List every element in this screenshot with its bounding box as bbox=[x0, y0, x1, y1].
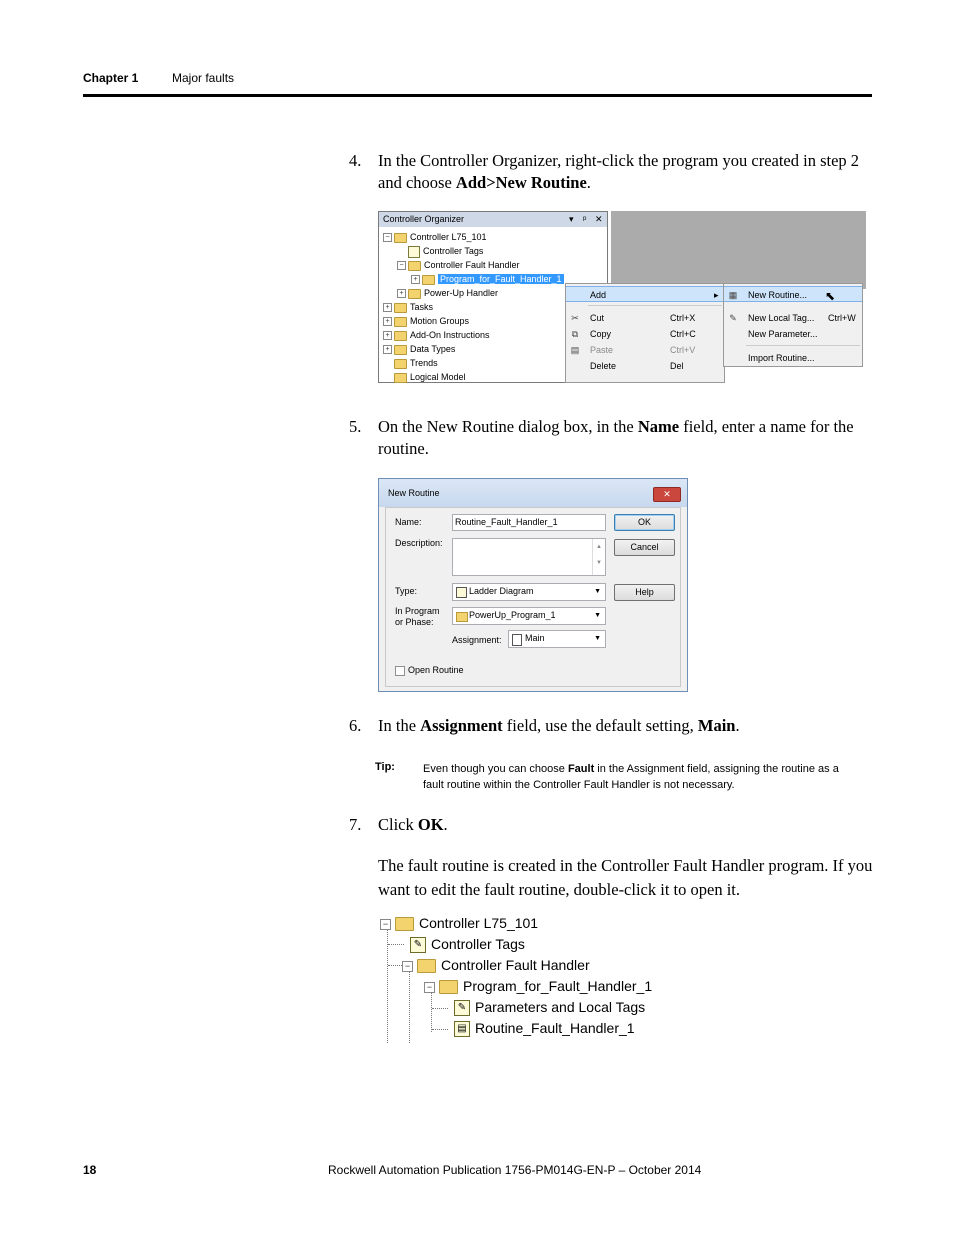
menu-separator bbox=[746, 345, 860, 346]
tree-item-label: Controller Fault Handler bbox=[424, 260, 520, 270]
tree-item-label: Controller Tags bbox=[431, 936, 525, 952]
tree-item[interactable] bbox=[380, 913, 538, 934]
tree-item-label: Power-Up Handler bbox=[424, 288, 499, 298]
menu-item-cut[interactable] bbox=[566, 310, 724, 326]
type-label: Type: bbox=[395, 586, 418, 596]
collapse-icon[interactable]: − bbox=[424, 982, 435, 993]
organizer-title: Controller Organizer bbox=[383, 214, 465, 224]
tag-icon bbox=[408, 246, 420, 258]
tree-item-label: Motion Groups bbox=[410, 316, 470, 326]
menu-item-shortcut: Del bbox=[670, 361, 684, 371]
tree-item[interactable] bbox=[397, 244, 483, 258]
step-5-number: 5. bbox=[349, 417, 362, 436]
menu-item-shortcut: Ctrl+X bbox=[670, 313, 696, 323]
tree-item-label: Routine_Fault_Handler_1 bbox=[475, 1020, 635, 1036]
program-label: In Program or Phase: bbox=[395, 606, 440, 627]
expand-icon[interactable]: + bbox=[383, 303, 392, 312]
routine-icon: ▤ bbox=[454, 1021, 470, 1037]
tree-item-label: Program_for_Fault_Handler_1 bbox=[463, 978, 653, 994]
submenu-arrow-icon: ▸ bbox=[714, 290, 719, 300]
dialog-close-button[interactable]: ✕ bbox=[653, 487, 681, 502]
menu-separator bbox=[588, 305, 722, 306]
result-tree-screenshot bbox=[380, 913, 680, 1043]
step-5-text: On the New Routine dialog box, in the Name field, enter a name for the routine. bbox=[378, 417, 854, 458]
expand-icon[interactable]: + bbox=[411, 275, 420, 284]
tree-item-label: Controller Fault Handler bbox=[441, 957, 590, 973]
tree-item[interactable] bbox=[424, 976, 652, 997]
chevron-down-icon: ▼ bbox=[594, 588, 601, 595]
tree-item[interactable] bbox=[446, 1018, 635, 1039]
expand-icon[interactable]: + bbox=[383, 317, 392, 326]
routine-icon bbox=[512, 634, 522, 646]
menu-item-label: Cut bbox=[590, 313, 605, 323]
tag-icon: ✎ bbox=[410, 937, 426, 953]
tree-item[interactable] bbox=[383, 342, 455, 356]
tree-item-label: Logical Model bbox=[410, 372, 466, 382]
submenu-item-label: Import Routine... bbox=[748, 353, 815, 363]
folder-icon bbox=[394, 359, 407, 369]
menu-item-label: Copy bbox=[590, 329, 612, 339]
program-icon bbox=[422, 275, 435, 285]
folder-icon bbox=[417, 959, 436, 973]
menu-item-paste[interactable] bbox=[566, 342, 724, 358]
tree-item[interactable] bbox=[402, 955, 590, 976]
tree-guide-line bbox=[431, 992, 432, 1032]
tree-item-label: Tasks bbox=[410, 302, 434, 312]
pin-icon[interactable]: ᵖ bbox=[583, 214, 587, 224]
menu-item-delete[interactable] bbox=[566, 358, 724, 374]
submenu-item-shortcut: Ctrl+W bbox=[828, 313, 856, 323]
tree-item-label: Controller L75_101 bbox=[410, 232, 487, 242]
chapter-label: Chapter 1 bbox=[83, 71, 139, 85]
workspace-background bbox=[611, 211, 866, 289]
tree-item-label: Parameters and Local Tags bbox=[475, 999, 646, 1015]
mouse-cursor-icon: ⬉ bbox=[825, 289, 836, 303]
type-value: Ladder Diagram bbox=[469, 586, 534, 596]
folder-icon bbox=[394, 233, 407, 243]
tree-item[interactable] bbox=[397, 258, 520, 272]
step-6-text: In the Assignment field, use the default setting, Main. bbox=[378, 716, 740, 735]
cut-icon: ✂ bbox=[571, 313, 579, 323]
menu-item-add[interactable] bbox=[566, 286, 724, 302]
chevron-down-icon: ▼ bbox=[594, 612, 601, 619]
dialog-title-bar bbox=[379, 479, 687, 507]
expand-icon[interactable]: + bbox=[383, 345, 392, 354]
step-6-number: 6. bbox=[349, 716, 362, 735]
open-routine-label: Open Routine bbox=[408, 665, 464, 675]
step-4-number: 4. bbox=[349, 151, 362, 170]
tree-item-label: Controller Tags bbox=[423, 246, 484, 256]
tree-item[interactable] bbox=[383, 356, 438, 370]
menu-item-label: Add bbox=[590, 290, 607, 300]
submenu-item[interactable] bbox=[724, 350, 862, 366]
description-label: Description: bbox=[395, 538, 443, 548]
assignment-select[interactable] bbox=[508, 630, 606, 648]
tree-item[interactable] bbox=[411, 272, 564, 286]
tree-item-label: Program_for_Fault_Handler_1 bbox=[440, 274, 562, 284]
submenu-item[interactable] bbox=[724, 326, 862, 342]
tree-item[interactable] bbox=[383, 300, 433, 314]
paste-icon: ▤ bbox=[570, 345, 580, 355]
tree-guide-line bbox=[409, 971, 410, 1043]
chevron-down-icon: ▼ bbox=[594, 635, 601, 642]
menu-item-copy[interactable] bbox=[566, 326, 724, 342]
expand-icon[interactable]: + bbox=[383, 331, 392, 340]
new-routine-icon: ▦ bbox=[728, 290, 738, 300]
collapse-icon[interactable]: − bbox=[402, 961, 413, 972]
expand-icon[interactable]: + bbox=[397, 289, 406, 298]
program-icon bbox=[439, 980, 458, 994]
tree-item[interactable] bbox=[383, 314, 469, 328]
folder-icon bbox=[395, 917, 414, 931]
tree-guide-line bbox=[387, 929, 388, 1043]
dialog-body bbox=[385, 507, 681, 687]
collapse-icon[interactable]: − bbox=[397, 261, 406, 270]
folder-icon bbox=[408, 289, 421, 299]
tree-item[interactable] bbox=[446, 997, 645, 1018]
folder-icon bbox=[394, 331, 407, 341]
step-4-text: In the Controller Organizer, right-click the program you created in step 2 and choose Add>New Routine. bbox=[378, 151, 860, 192]
folder-icon bbox=[394, 345, 407, 355]
new-tag-icon: ✎ bbox=[729, 313, 737, 323]
menu-item-shortcut: Ctrl+V bbox=[670, 345, 696, 355]
description-scrollbar[interactable]: ▲ ▼ bbox=[592, 539, 605, 575]
type-select[interactable] bbox=[452, 583, 606, 601]
collapse-icon[interactable]: − bbox=[380, 919, 391, 930]
tree-item[interactable] bbox=[402, 934, 525, 955]
step-7-text: Click OK. bbox=[378, 815, 448, 834]
organizer-title-bar bbox=[379, 212, 607, 227]
program-value: PowerUp_Program_1 bbox=[469, 610, 556, 620]
header-rule bbox=[83, 94, 872, 97]
copy-icon: ⧉ bbox=[571, 329, 579, 339]
program-select[interactable] bbox=[452, 607, 606, 625]
ok-button[interactable]: OK bbox=[614, 514, 675, 531]
step-7-number: 7. bbox=[349, 815, 362, 834]
section-title: Major faults bbox=[172, 71, 235, 85]
tip-text: Even though you can choose Fault in the Assignment field, assigning the routine as a fault routine within the Controller Fault Handler is not necessary. bbox=[423, 763, 839, 791]
program-icon bbox=[456, 612, 468, 622]
tree-item-label: Data Types bbox=[410, 344, 456, 354]
menu-item-shortcut: Ctrl+C bbox=[670, 329, 696, 339]
ladder-icon bbox=[456, 587, 467, 598]
submenu-item-label: New Parameter... bbox=[748, 329, 818, 339]
tree-item-label: Add-On Instructions bbox=[410, 330, 490, 340]
tree-item[interactable] bbox=[383, 370, 466, 383]
submenu-item-label: New Local Tag... bbox=[748, 313, 815, 323]
folder-icon bbox=[394, 303, 407, 313]
add-submenu bbox=[723, 283, 863, 367]
open-routine-checkbox[interactable] bbox=[395, 666, 405, 676]
collapse-icon[interactable]: − bbox=[383, 233, 392, 242]
cancel-button[interactable]: Cancel bbox=[614, 539, 675, 556]
tree-item[interactable] bbox=[397, 286, 498, 300]
tree-item-label: Controller L75_101 bbox=[419, 915, 539, 931]
folder-icon bbox=[408, 261, 421, 271]
description-field[interactable] bbox=[452, 538, 606, 576]
assignment-label: Assignment: bbox=[452, 635, 502, 645]
dropdown-icon[interactable]: ▾ bbox=[569, 214, 574, 224]
tree-item[interactable] bbox=[383, 230, 487, 244]
publication-info: Rockwell Automation Publication 1756-PM014G-EN-P – October 2014 bbox=[328, 1163, 702, 1177]
tree-item[interactable] bbox=[383, 328, 490, 342]
new-routine-dialog bbox=[378, 478, 688, 692]
assignment-value: Main bbox=[525, 633, 545, 643]
tree-item-label: Trends bbox=[410, 358, 438, 368]
controller-organizer-screenshot bbox=[378, 211, 866, 383]
submenu-item[interactable] bbox=[724, 286, 862, 302]
dialog-title: New Routine bbox=[388, 488, 440, 498]
page-number: 18 bbox=[83, 1163, 97, 1177]
folder-icon bbox=[394, 373, 407, 383]
help-button[interactable]: Help bbox=[614, 584, 675, 601]
tag-icon: ✎ bbox=[454, 1000, 470, 1016]
name-field[interactable]: Routine_Fault_Handler_1 bbox=[452, 514, 606, 531]
close-icon[interactable]: ✕ bbox=[595, 214, 603, 224]
menu-item-label: Delete bbox=[590, 361, 617, 371]
menu-item-label: Paste bbox=[590, 345, 614, 355]
tip-label: Tip: bbox=[375, 761, 395, 773]
name-label: Name: bbox=[395, 517, 422, 527]
submenu-item-label: New Routine... bbox=[748, 290, 808, 300]
context-menu bbox=[565, 283, 725, 383]
submenu-item[interactable] bbox=[724, 310, 862, 326]
result-paragraph: The fault routine is created in the Controller Fault Handler program. If you want to edit the fault routine, double-click it to open it. bbox=[378, 856, 873, 899]
folder-icon bbox=[394, 317, 407, 327]
